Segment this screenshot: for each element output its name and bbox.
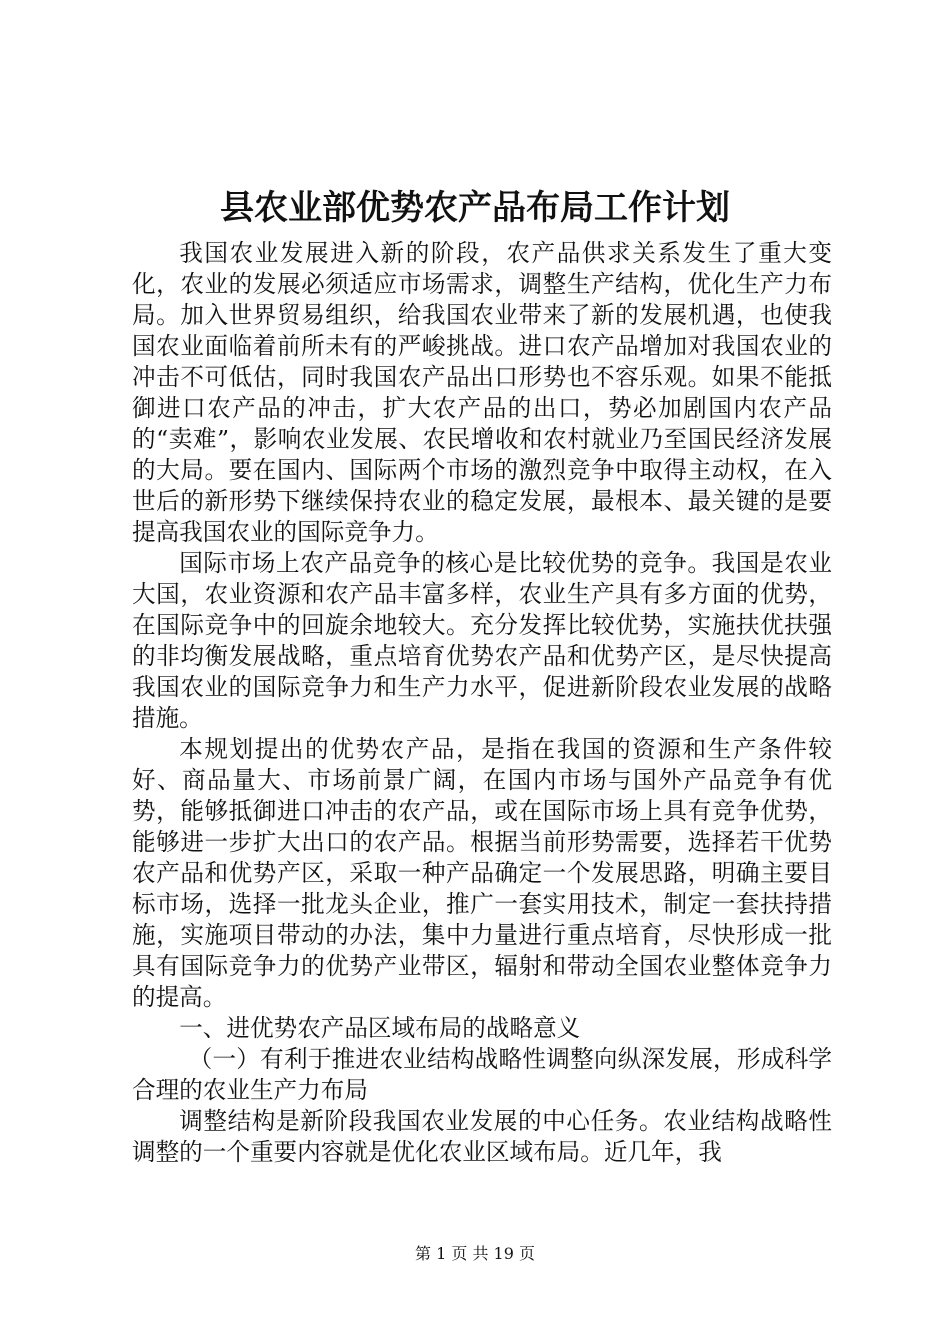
paragraph-2: 国际市场上农产品竞争的核心是比较优势的竞争。我国是农业大国，农业资源和农产品丰富多样，农业生产具有多方面的优势，在国际竞争中的回旋余地较大。充分发挥比较优势，实施扶优扶强的非均衡发展战略，重点培育优势农产品和优势产区，是尽快提高我国农业的国际竞争力和生产力水平，促进新阶段农业发展的战略措施。 (132, 549, 832, 732)
paragraph-3: 本规划提出的优势农产品，是指在我国的资源和生产条件较好、商品量大、市场前景广阔，在国内市场与国外产品竞争有优势，能够抵御进口冲击的农产品，或在国际市场上具有竞争优势，能够进一步扩大出口的农产品。根据当前形势需要，选择若干优势农产品和优势产区，采取一种产品确定一个发展思路，明确主要目标市场，选择一批龙头企业，推广一套实用技术，制定一套扶持措施，实施项目带动的办法，集中力量进行重点培育，尽快形成一批具有国际竞争力的优势产业带区，辐射和带动全国农业整体竞争力的提高。 (132, 735, 832, 1011)
page-number-footer: 第 1 页 共 19 页 (415, 1244, 535, 1263)
subsection-heading: （一）有利于推进农业结构战略性调整向纵深发展，形成科学合理的农业生产力布局 (132, 1045, 832, 1104)
paragraph-4: 调整结构是新阶段我国农业发展的中心任务。农业结构战略性调整的一个重要内容就是优化农业区域布局。近几年，我 (132, 1107, 832, 1166)
paragraph-1: 我国农业发展进入新的阶段，农产品供求关系发生了重大变化，农业的发展必须适应市场需求，调整生产结构，优化生产力布局。加入世界贸易组织，给我国农业带来了新的发展机遇，也使我国农业面临着前所未有的严峻挑战。进口农产品增加对我国农业的冲击不可低估，同时我国农产品出口形势也不容乐观。如果不能抵御进口农产品的冲击，扩大农产品的出口，势必加剧国内农产品的“卖难”，影响农业发展、农民增收和农村就业乃至国民经济发展的大局。要在国内、国际两个市场的激烈竞争中取得主动权，在入世后的新形势下继续保持农业的稳定发展，最根本、最关键的是要提高我国农业的国际竞争力。 (132, 239, 832, 546)
section-heading: 一、进优势农产品区域布局的战略意义 (179, 1014, 581, 1042)
document-title: 县农业部优势农产品布局工作计划 (220, 188, 730, 228)
document-body (132, 238, 832, 1168)
